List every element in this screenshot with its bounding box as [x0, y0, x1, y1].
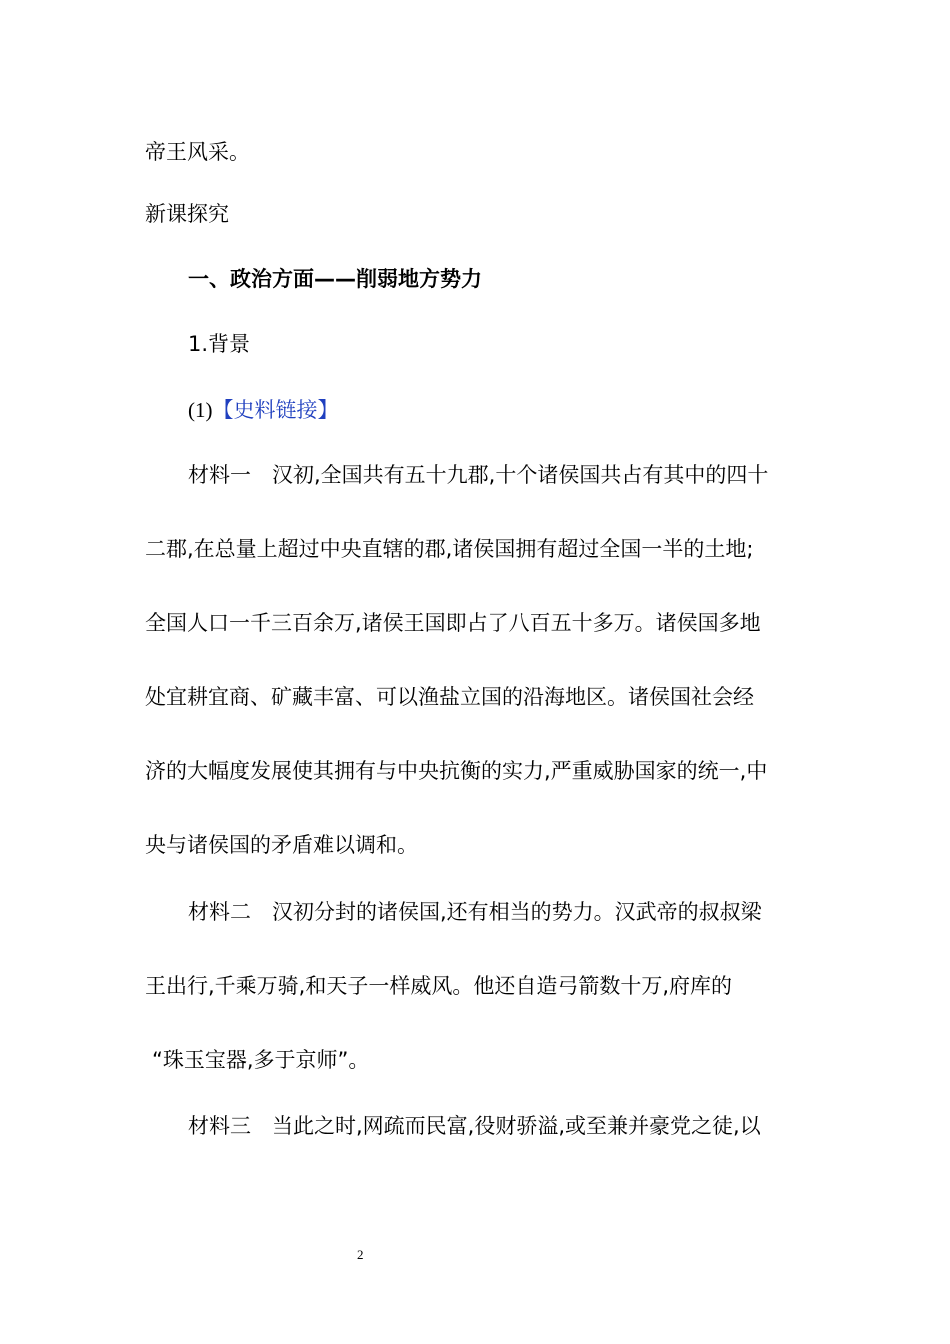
- section-heading-politics: 一、政治方面——削弱地方势力: [188, 267, 482, 291]
- paragraph-line-8: 全国人口一千三百余万,诸侯王国即占了八百五十多万。诸侯国多地: [145, 611, 761, 635]
- paragraph-line-1: 帝王风采。: [145, 140, 250, 164]
- material-link-line: [188, 395, 339, 425]
- page-number: 2: [357, 1247, 364, 1262]
- paragraph-line-9: 处宜耕宜商、矿藏丰富、可以渔盐立国的沿海地区。诸侯国社会经: [145, 685, 754, 709]
- paragraph-line-6: 材料一 汉初,全国共有五十九郡,十个诸侯国共占有其中的四十: [188, 463, 769, 487]
- paragraph-line-14: “珠玉宝器,多于京师”。: [152, 1048, 370, 1072]
- item-number: (1): [188, 398, 213, 422]
- section-label-new-lesson: 新课探究: [145, 202, 229, 226]
- paragraph-line-11: 央与诸侯国的矛盾难以调和。: [145, 833, 418, 857]
- paragraph-line-7: 二郡,在总量上超过中央直辖的郡,诸侯国拥有超过全国一半的土地;: [145, 537, 754, 561]
- paragraph-line-10: 济的大幅度发展使其拥有与中央抗衡的实力,严重威胁国家的统一,中: [145, 759, 768, 783]
- historical-material-link[interactable]: 【史料链接】: [212, 398, 339, 422]
- paragraph-line-15: 材料三 当此之时,网疏而民富,役财骄溢,或至兼并豪党之徒,以: [188, 1114, 761, 1138]
- paragraph-line-12: 材料二 汉初分封的诸侯国,还有相当的势力。汉武帝的叔叔梁: [188, 900, 762, 924]
- paragraph-line-13: 王出行,千乘万骑,和天子一样威风。他还自造弓箭数十万,府库的: [145, 974, 733, 998]
- subheading-background: 1.背景: [188, 332, 251, 356]
